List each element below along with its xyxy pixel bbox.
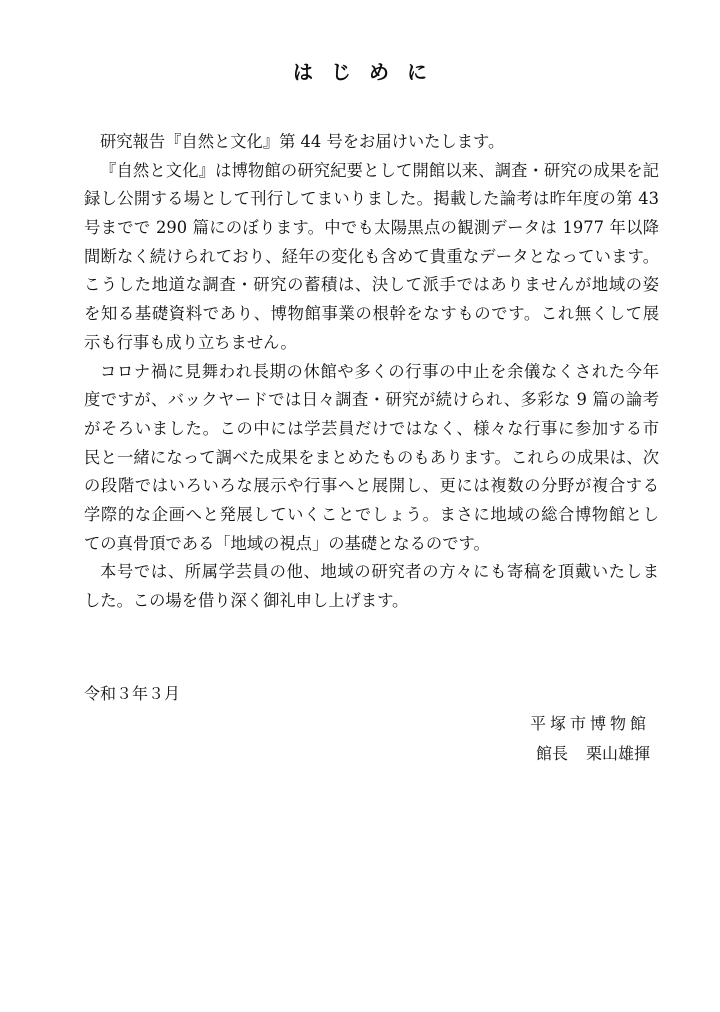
- paragraph-2-line: こうした地道な調査・研究の蓄積は、決して派手ではありませんが地域の姿: [84, 275, 659, 295]
- paragraph-2-line: 録し公開する場として刊行してまいりました。掲載した論考は昨年度の第 43: [84, 189, 659, 209]
- paragraph-4-line: した。この場を借り深く御礼申し上げます。: [84, 591, 409, 610]
- paragraph-2-line: 間断なく続けられており、経年の変化も含めて貴重なデータとなっています。: [84, 246, 659, 266]
- paragraph-2-line: 号までで 290 篇にのぼります。中でも太陽黒点の観測データは 1977 年以降: [84, 218, 659, 238]
- paragraph-2-line: 『自然と文化』は博物館の研究紀要として開館以来、調査・研究の成果を記: [100, 160, 659, 180]
- signature-organization: 平塚市博物館: [529, 714, 650, 733]
- paragraph-3-line: 学際的な企画へと発展していくことでしょう。まさに地域の総合博物館とし: [84, 504, 659, 524]
- paragraph-4-line: 本号では、所属学芸員の他、地域の研究者の方々にも寄稿を頂戴いたしま: [100, 562, 659, 582]
- paragraph-3-line: 民と一緒になって調べた成果をまとめたものもあります。これらの成果は、次: [84, 447, 659, 467]
- paragraph-3-line: ての真骨頂である「地域の視点」の基礎となるのです。: [84, 533, 490, 553]
- page-title: はじめに: [293, 60, 445, 84]
- paragraph-2-line: を知る基礎資料であり、博物館事業の根幹をなすものです。これ無くして展: [84, 304, 659, 324]
- paragraph-3-line: の段階ではいろいろな展示や行事へと展開し、更には複数の分野が複合する: [84, 476, 659, 496]
- date-line: 令和３年３月: [84, 684, 181, 703]
- paragraph-3-line: コロナ禍に見舞われ長期の休館や多くの行事の中止を余儀なくされた今年: [100, 361, 659, 381]
- body-text: [84, 128, 659, 616]
- signature-role: 館長: [535, 744, 568, 763]
- paragraph-2-line: 示も行事も成り立ちません。: [84, 332, 297, 352]
- paragraph-3-line: がそろいました。この中には学芸員だけではなく、様々な行事に参加する市: [84, 418, 659, 438]
- signature-name: 栗山雄揮: [585, 744, 650, 763]
- paragraph-3-line: 度ですが、バックヤードでは日々調査・研究が続けられ、多彩な 9 篇の論考: [84, 390, 659, 410]
- signature-person: [536, 741, 650, 764]
- paragraph-1-line: 研究報告『自然と文化』第 44 号をお届けいたします。: [100, 132, 505, 151]
